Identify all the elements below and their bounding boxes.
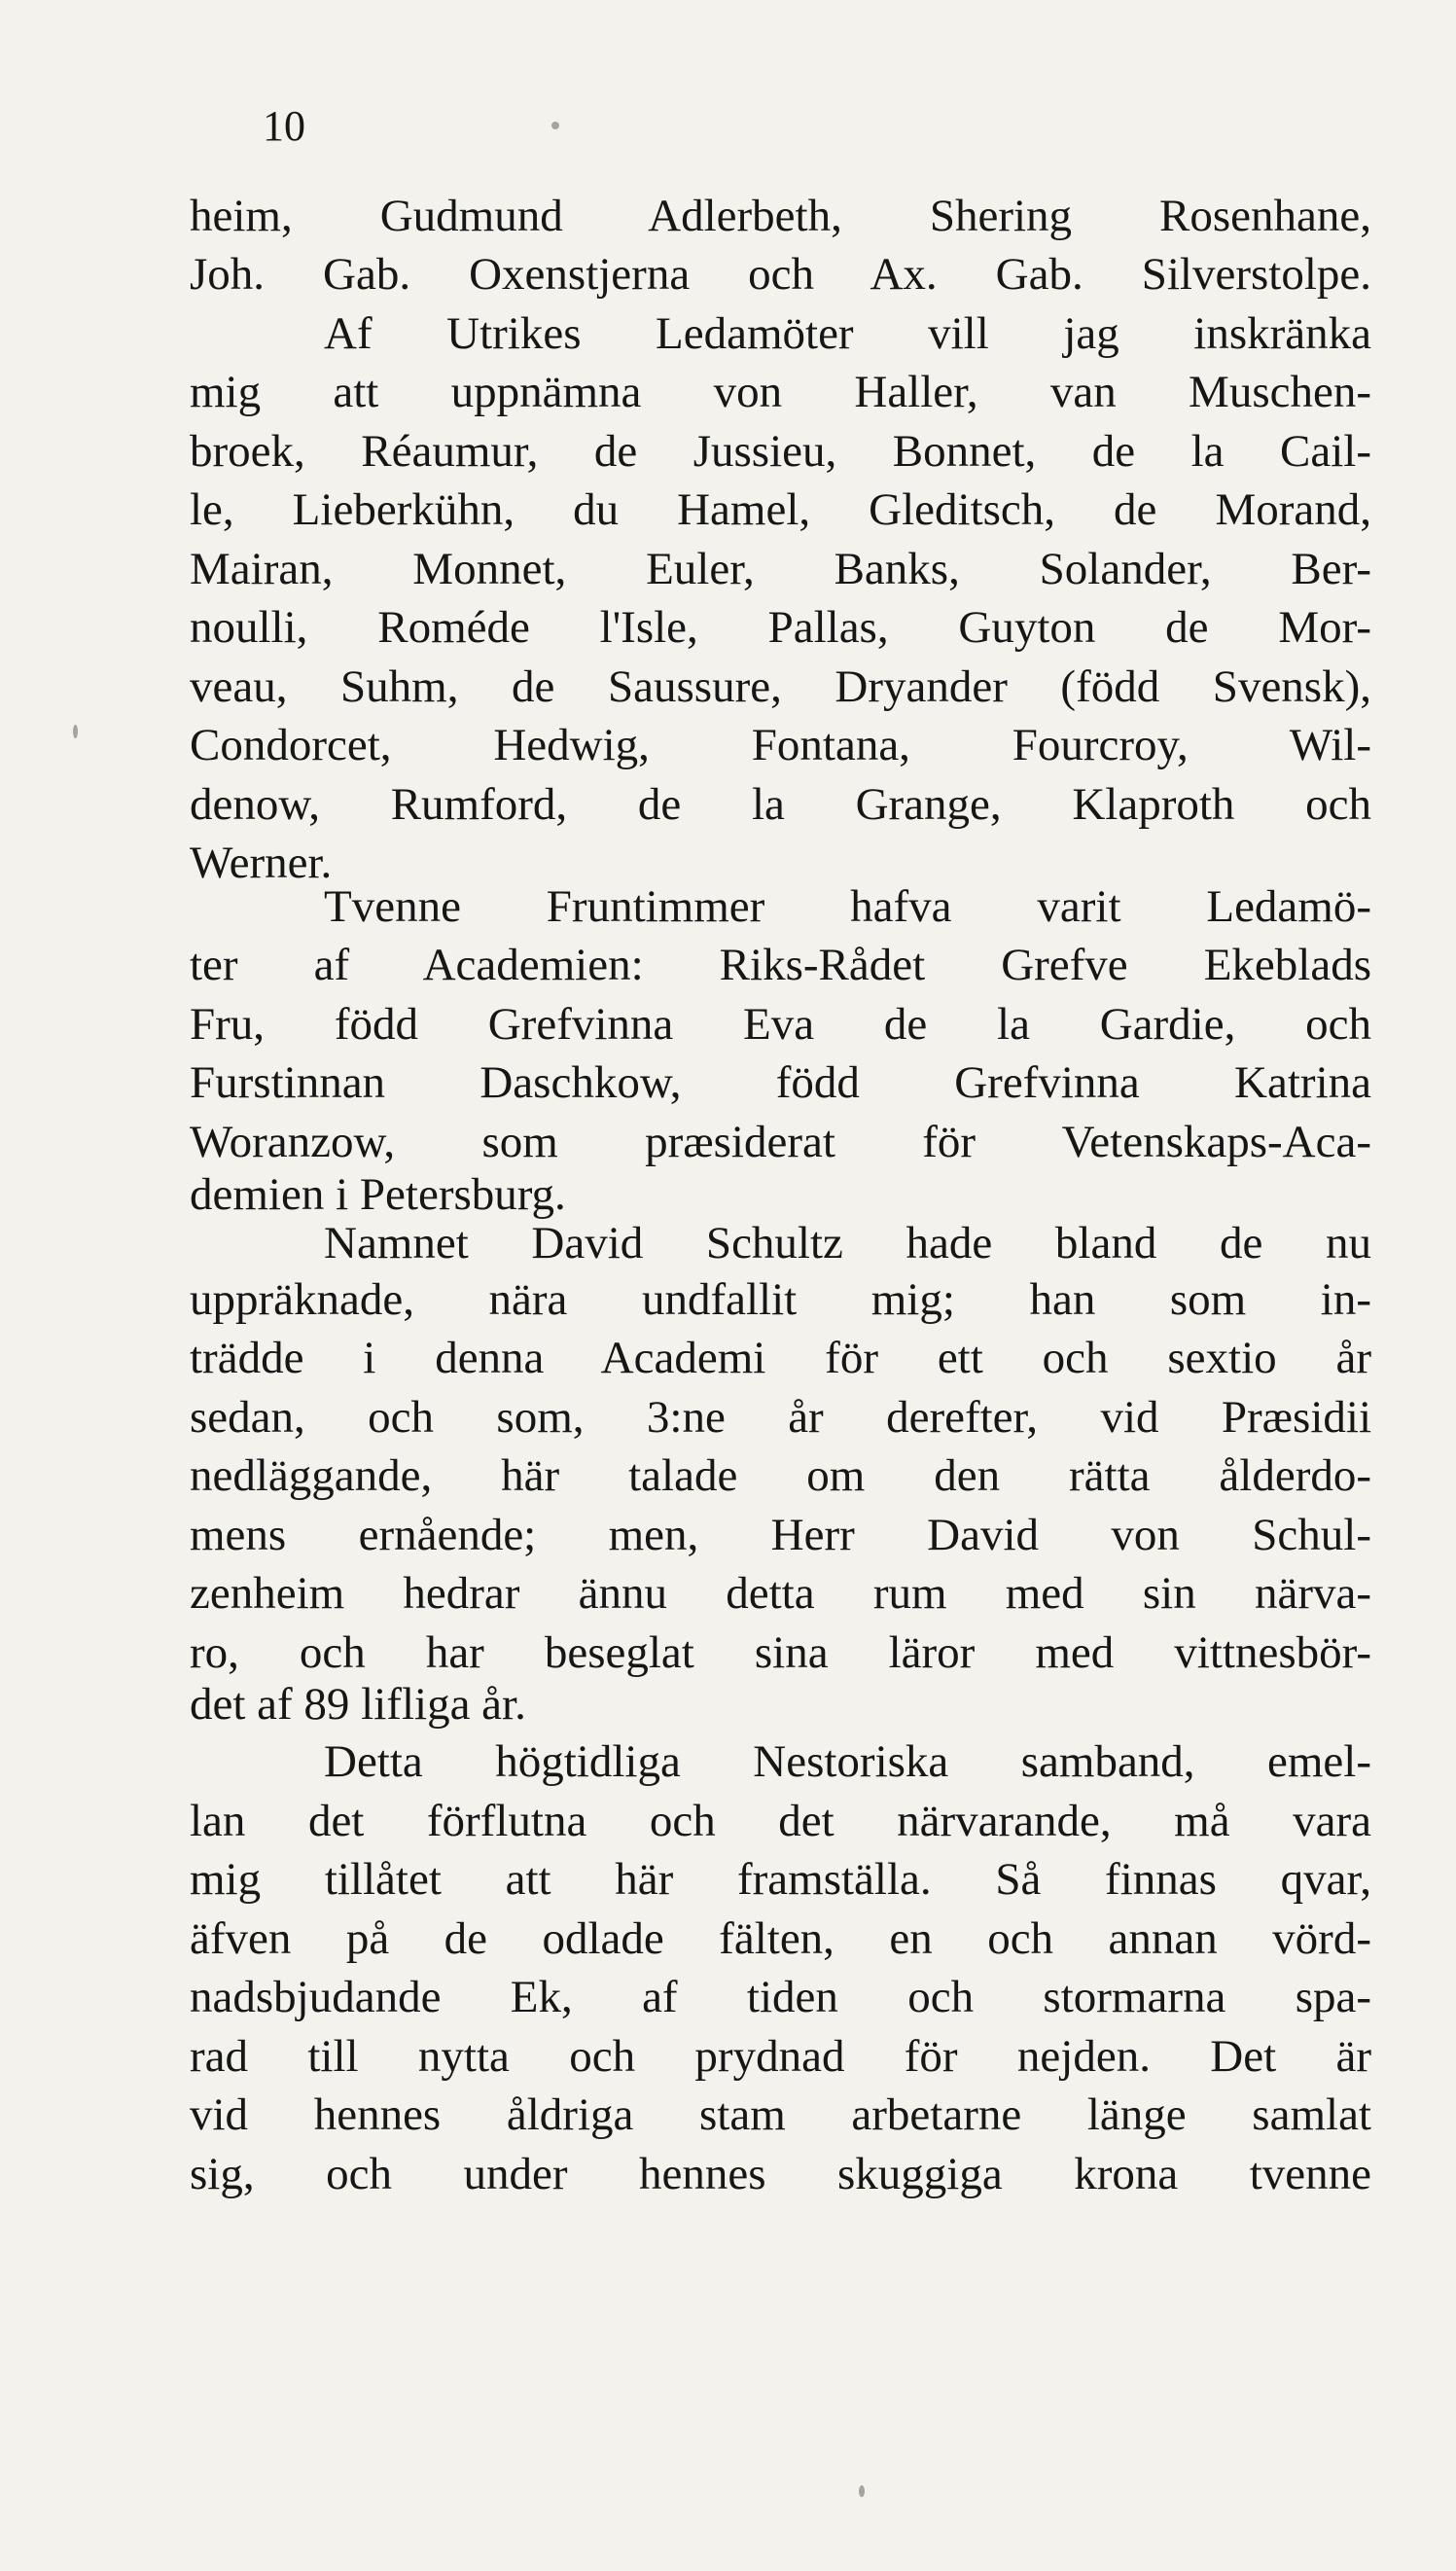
text-line-26: ro, och har beseglat sina läror med vittnesbör- <box>190 1627 1371 1678</box>
text-line-30: mig tillåtet att här framställa. Så finnas qvar, <box>190 1854 1371 1905</box>
text-line-9: veau, Suhm, de Saussure, Dryander (född Svensk), <box>190 661 1371 712</box>
text-line-24: mens ernående; men, Herr David von Schul- <box>190 1510 1371 1560</box>
text-line-14: ter af Academien: Riks-Rådet Grefve Ekeblads <box>190 940 1371 990</box>
text-line-15: Fru, född Grefvinna Eva de la Gardie, och <box>190 999 1371 1050</box>
text-line-23: nedläggande, här talade om den rätta ålderdo- <box>190 1450 1371 1501</box>
text-line-11: denow, Rumford, de la Grange, Klaproth och <box>190 779 1371 830</box>
text-line-28: Detta högtidliga Nestoriska samband, emel- <box>324 1736 1371 1787</box>
text-line-33: rad till nytta och prydnad för nejden. Det är <box>190 2031 1371 2082</box>
text-line-1: heim, Gudmund Adlerbeth, Shering Rosenhane, <box>190 191 1371 241</box>
text-line-27: det af 89 lifliga år. <box>190 1679 526 1730</box>
text-line-32: nadsbjudande Ek, af tiden och stormarna spa- <box>190 1972 1371 2022</box>
text-line-2: Joh. Gab. Oxenstjerna och Ax. Gab. Silverstolpe. <box>190 249 1371 300</box>
text-line-16: Furstinnan Daschkow, född Grefvinna Katrina <box>190 1057 1371 1108</box>
text-line-12: Werner. <box>190 838 333 888</box>
text-line-7: Mairan, Monnet, Euler, Banks, Solander, Ber- <box>190 544 1371 594</box>
text-line-5: broek, Réaumur, de Jussieu, Bonnet, de la Cail- <box>190 426 1371 477</box>
text-line-22: sedan, och som, 3:ne år derefter, vid Præsidii <box>190 1392 1371 1443</box>
text-line-31: äfven på de odlade fälten, en och annan vörd- <box>190 1913 1371 1964</box>
paper-speck <box>73 725 78 738</box>
text-line-6: le, Lieberkühn, du Hamel, Gleditsch, de Morand, <box>190 484 1371 535</box>
text-line-17: Woranzow, som præsiderat för Vetenskaps-Aca- <box>190 1117 1371 1167</box>
text-line-10: Condorcet, Hedwig, Fontana, Fourcroy, Wil- <box>190 720 1371 770</box>
page-number: 10 <box>263 102 305 150</box>
text-line-18: demien i Petersburg. <box>190 1169 566 1220</box>
paper-speck <box>859 2485 865 2497</box>
text-line-4: mig att uppnämna von Haller, van Muschen- <box>190 367 1371 417</box>
text-line-8: noulli, Roméde l'Isle, Pallas, Guyton de Mor- <box>190 602 1371 653</box>
text-line-35: sig, och under hennes skuggiga krona tvenne <box>190 2149 1371 2199</box>
paper-speck <box>551 122 559 129</box>
text-line-29: lan det förflutna och det närvarande, må vara <box>190 1796 1371 1846</box>
text-line-19: Namnet David Schultz hade bland de nu <box>324 1218 1371 1268</box>
text-line-25: zenheim hedrar ännu detta rum med sin närva- <box>190 1568 1371 1619</box>
text-line-13: Tvenne Fruntimmer hafva varit Ledamö- <box>324 881 1371 932</box>
text-line-34: vid hennes åldriga stam arbetarne länge samlat <box>190 2089 1371 2140</box>
text-line-3: Af Utrikes Ledamöter vill jag inskränka <box>324 308 1371 359</box>
text-line-20: uppräknade, nära undfallit mig; han som in- <box>190 1274 1371 1325</box>
text-line-21: trädde i denna Academi för ett och sextio år <box>190 1333 1371 1383</box>
